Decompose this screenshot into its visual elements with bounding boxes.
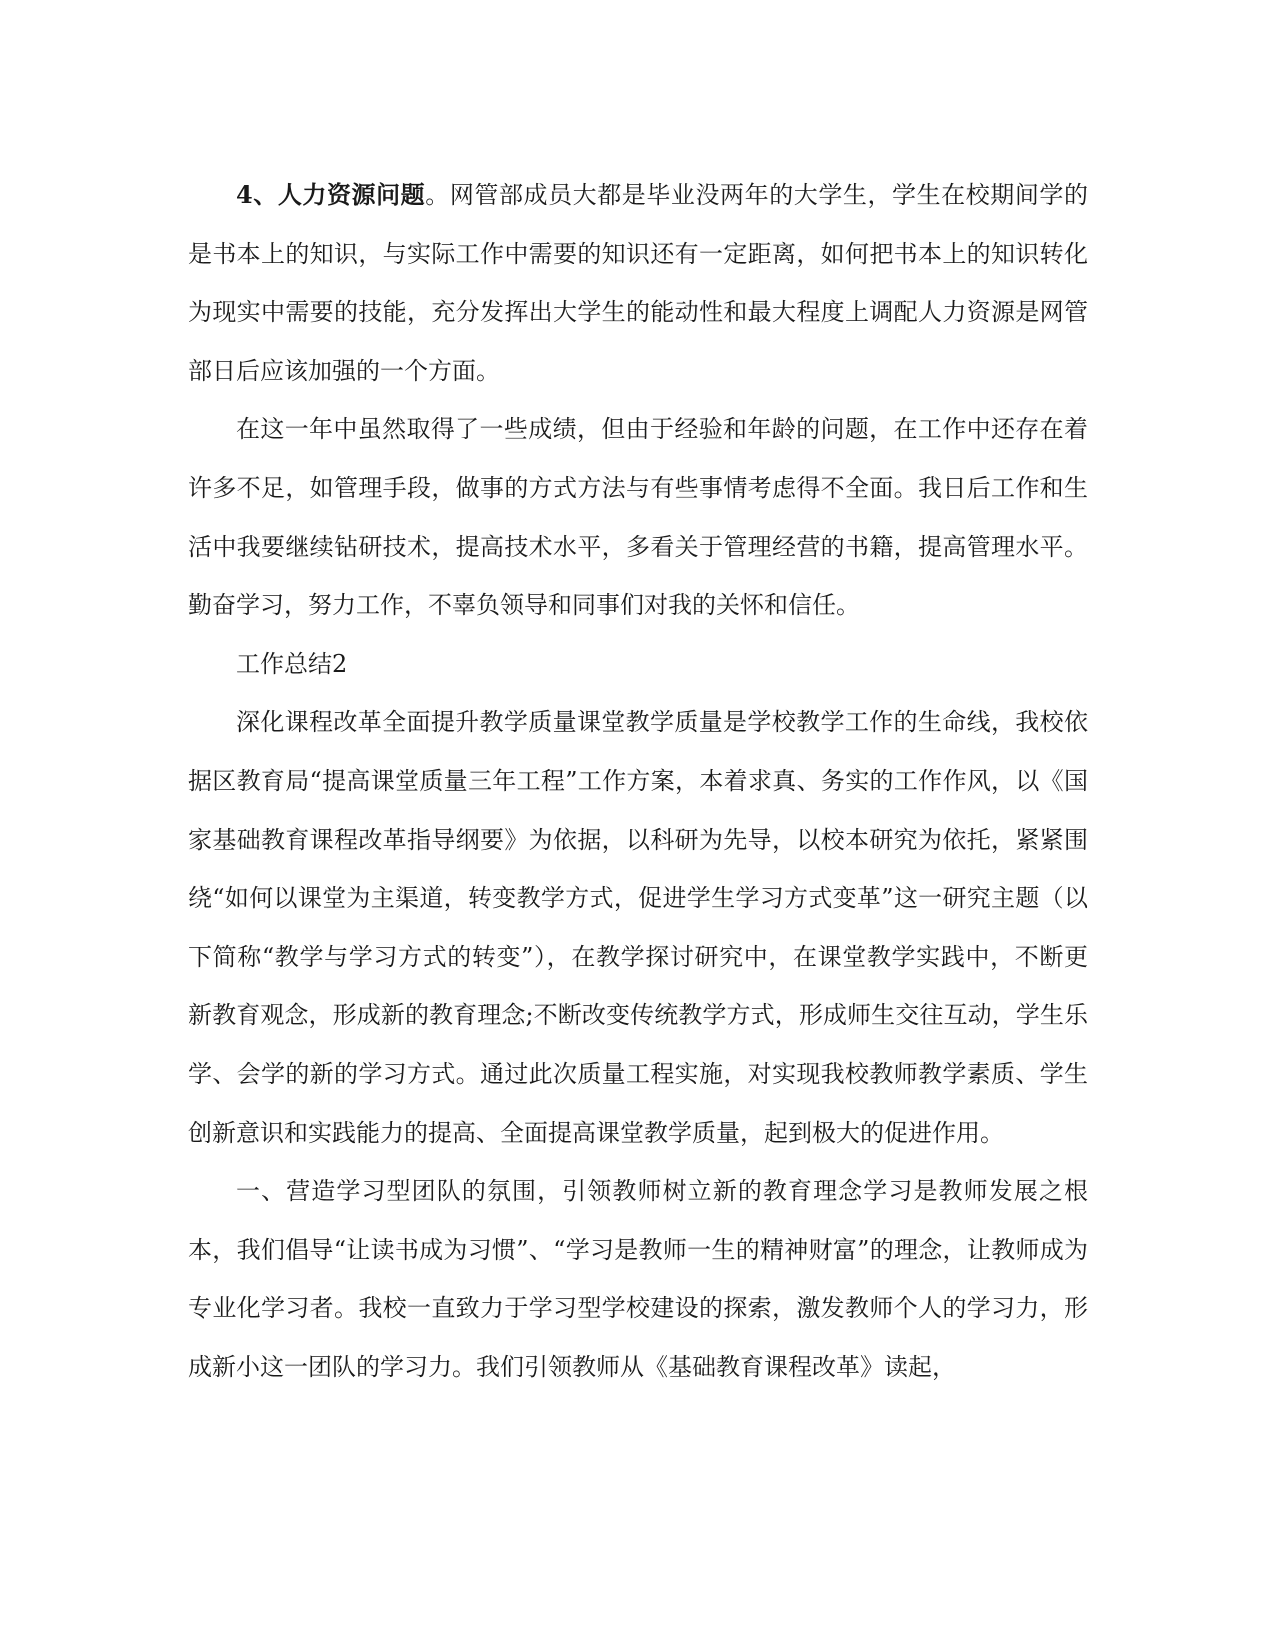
paragraph-text: 。网管部成员大都是毕业没两年的大学生，学生在校期间学的是书本上的知识，与实际工作中需要的知识还有一定距离，如何把书本上的知识转化为现实中需要的技能，充分发挥出大学生的能动性和最大程度上调配人力资源是网管部日后应该加强的一个方面。: [188, 181, 1089, 385]
paragraph-human-resources: [188, 166, 1088, 400]
paragraph-achievements: [188, 400, 1088, 634]
paragraph-learning-team: [188, 1162, 1088, 1396]
document-body: [188, 166, 1088, 1396]
paragraph-text: 在这一年中虽然取得了一些成绩，但由于经验和年龄的问题，在工作中还存在着许多不足，如管理手段，做事的方式方法与有些事情考虑得不全面。我日后工作和生活中我要继续钻研技术，提高技术水平，多看关于管理经营的书籍，提高管理水平。勤奋学习，努力工作，不辜负领导和同事们对我的关怀和信任。: [188, 415, 1088, 620]
section-title-work-summary-2: [188, 635, 1088, 694]
paragraph-text: 深化课程改革全面提升教学质量课堂教学质量是学校教学工作的生命线，我校依据区教育局“提高课堂质量三年工程”工作方案，本着求真、务实的工作作风，以《国家基础教育课程改革指导纲要》为依据，以科研为先导，以校本研究为依托，紧紧围绕“如何以课堂为主渠道，转变教学方式，促进学生学习方式变革”这一研究主题（以下简称“教学与学习方式的转变”），在教学探讨研究中，在课堂教学实践中，不断更新教育观念，形成新的教育理念;不断改变传统教学方式，形成师生交往互动，学生乐学、会学的新的学习方式。通过此次质量工程实施，对实现我校教师教学素质、学生创新意识和实践能力的提高、全面提高课堂教学质量，起到极大的促进作用。: [188, 708, 1088, 1147]
paragraph-curriculum-reform: [188, 693, 1088, 1162]
paragraph-text: 工作总结2: [236, 649, 348, 678]
paragraph-text: 一、营造学习型团队的氛围，引领教师树立新的教育理念学习是教师发展之根本，我们倡导“让读书成为习惯”、“学习是教师一生的精神财富”的理念，让教师成为专业化学习者。我校一直致力于学习型学校建设的探索，激发教师个人的学习力，形成新小这一团队的学习力。我们引领教师从《基础教育课程改革》读起，: [188, 1177, 1088, 1381]
paragraph-lead-heading: 4、人力资源问题: [236, 180, 426, 209]
